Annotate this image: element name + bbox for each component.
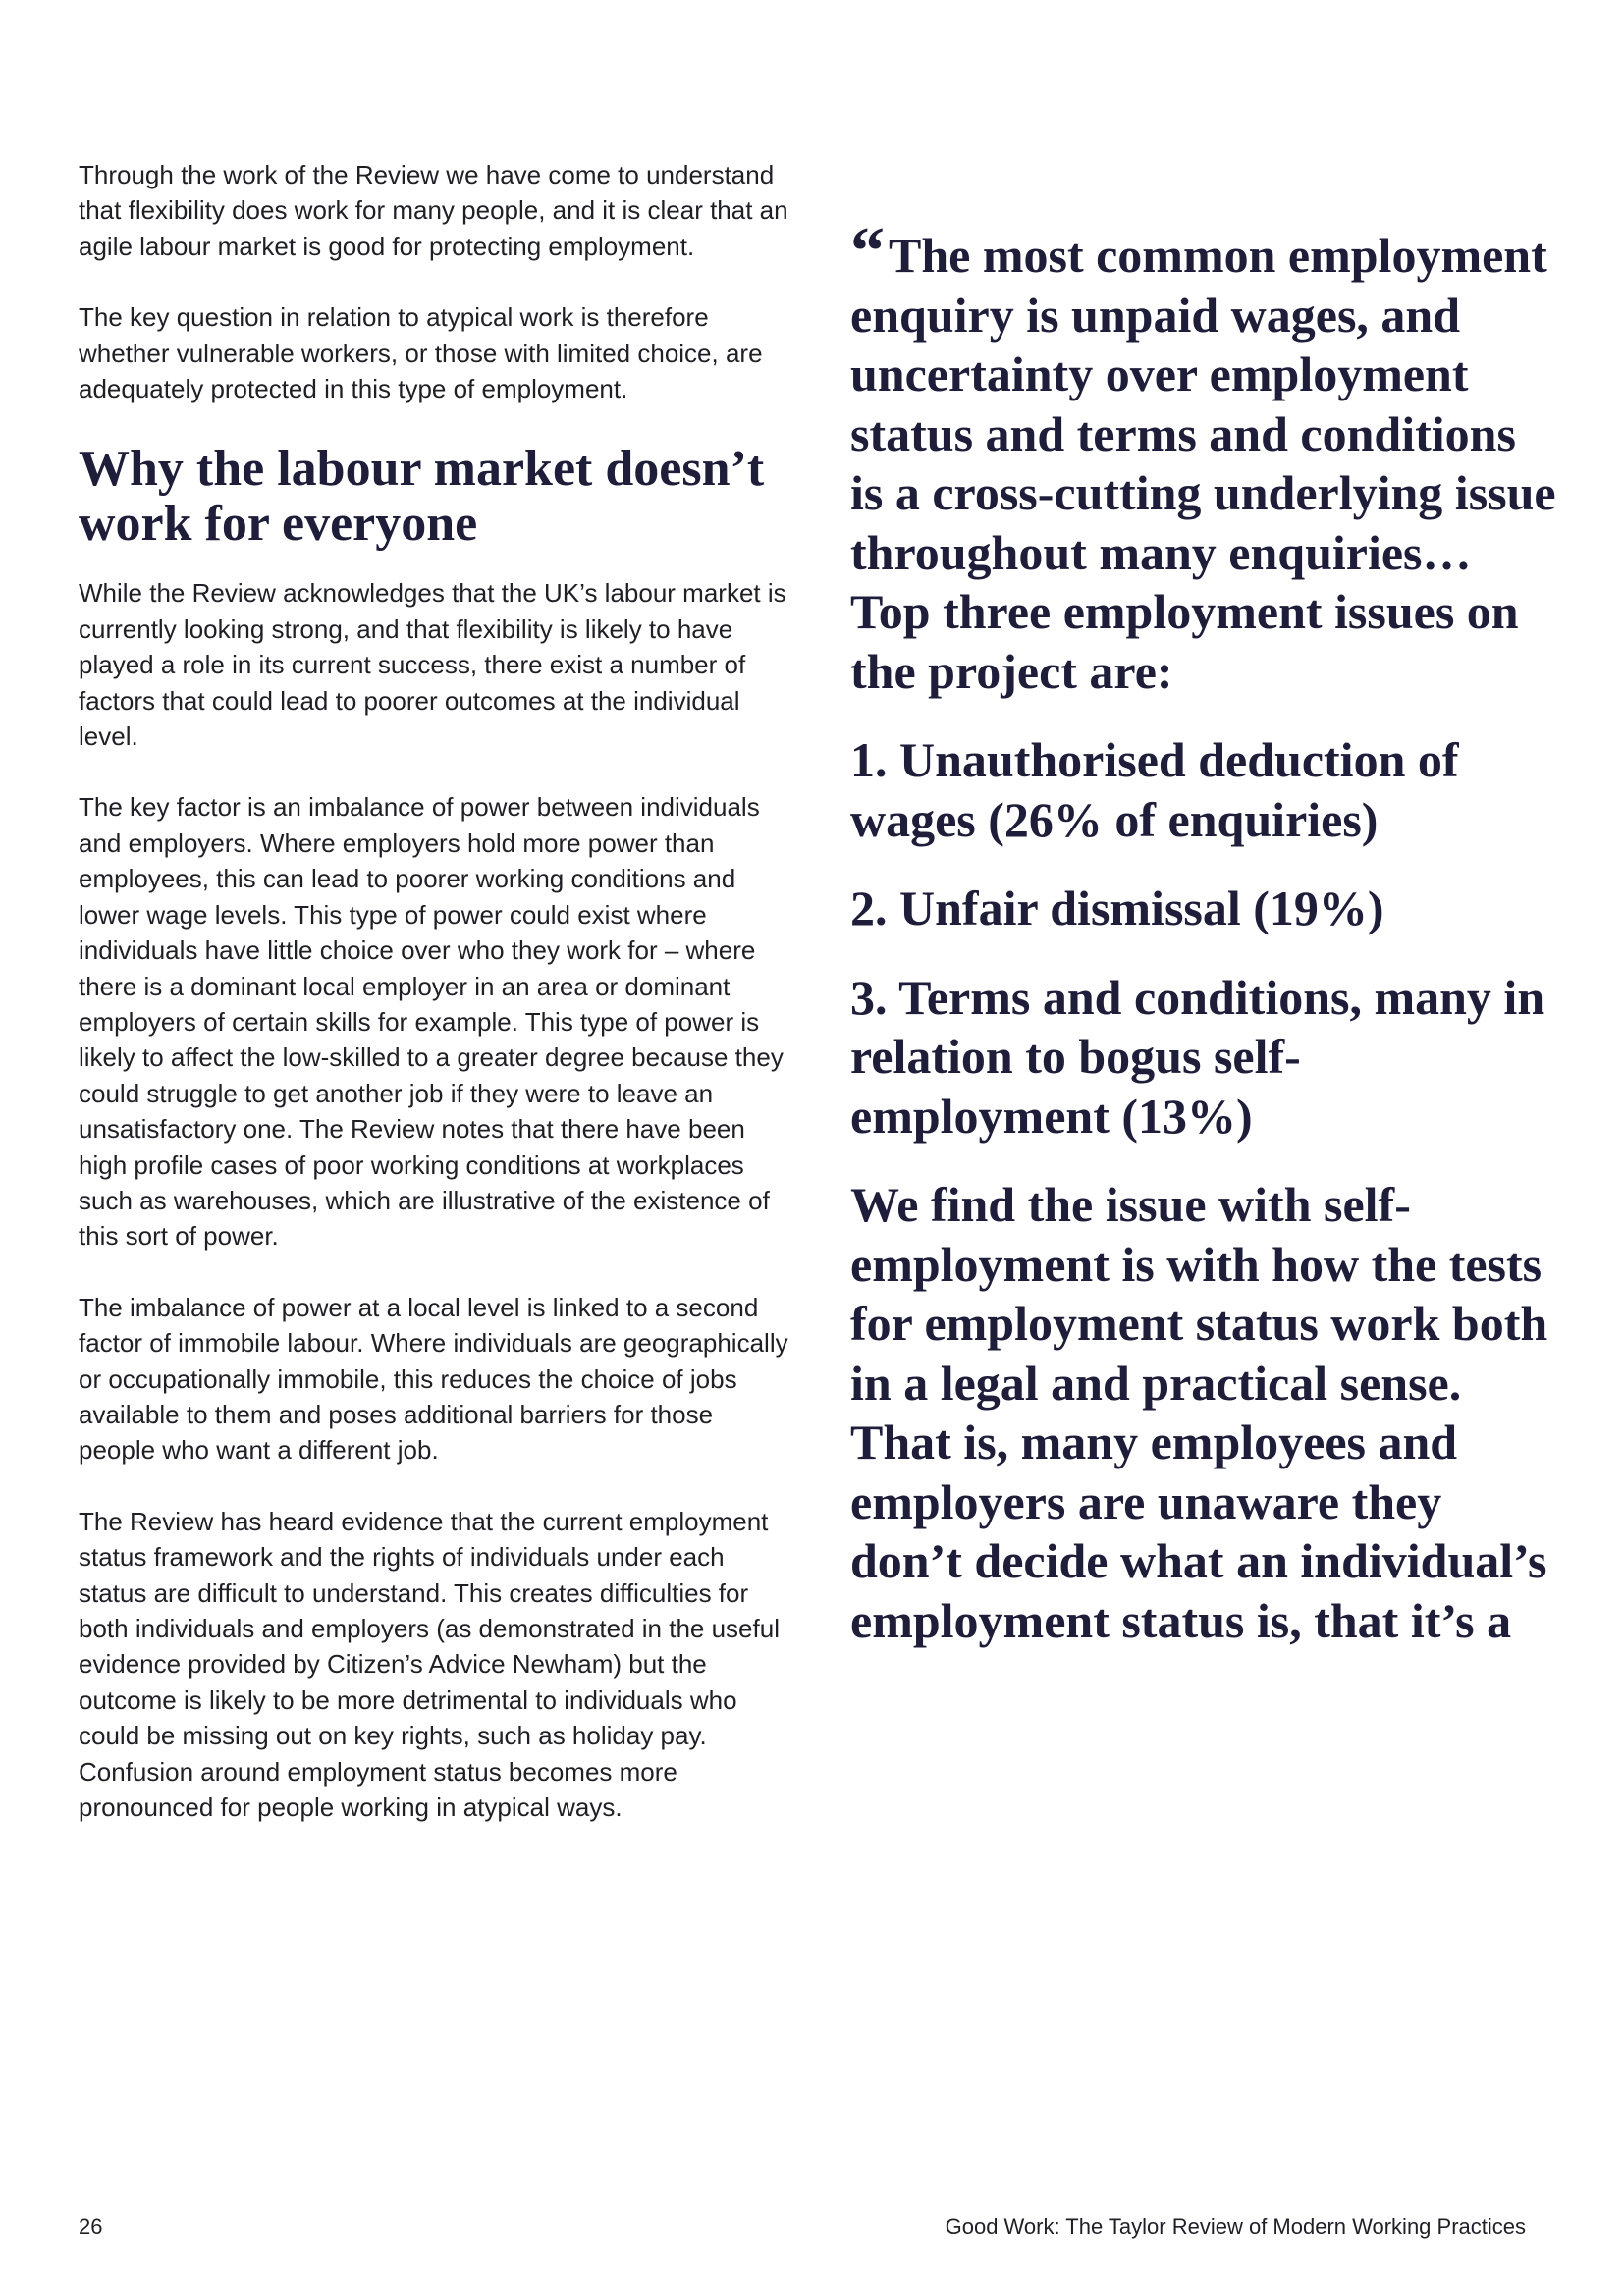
quote-item-3: 3. Terms and conditions, many in relation to bogus self-employment (13%) bbox=[850, 969, 1545, 1144]
body-paragraph-2: The key factor is an imbalance of power between individuals and employers. Where employers hold more power than employees, this can lead to poorer working conditions and lower wage levels. This type of power could exist where individuals have little choice over who they work for – where there is a dominant local employer in an area or dominant employers of certain skills for example. This type of power is likely to affect the low-skilled to a greater degree because they could struggle to get another job if they were to leave an unsatisfactory one. The Review notes that there have been high profile cases of poor working conditions at workplaces such as warehouses, which are illustrative of the existence of this sort of power. bbox=[79, 792, 784, 1252]
footer-title: Good Work: The Taylor Review of Modern Working Practices bbox=[945, 2215, 1526, 2239]
page-number: 26 bbox=[79, 2215, 103, 2239]
body-paragraph-4: The Review has heard evidence that the current employment status framework and the rights of individuals under each status are difficult to understand. This creates difficulties for both individuals and employers (as demonstrated in the useful evidence provided by Citizen’s Advice Newham) but the outcome is likely to be more detrimental to individuals who could be missing out on key rights, such as holiday pay. Confusion around employment status becomes more pronounced for people working in atypical ways. bbox=[79, 1506, 780, 1823]
intro-paragraph-1: Through the work of the Review we have come to understand that flexibility does work for many people, and it is clear that an agile labour market is good for protecting employment. bbox=[79, 160, 788, 261]
quote-item-2: 2. Unfair dismissal (19%) bbox=[850, 881, 1384, 935]
quote-closing: We find the issue with self-employment is with how the tests for employment status work both in a legal and practical sense. That is, many employees and employers are unaware they don’t decide what an individual’s employment status is, that it’s a bbox=[850, 1177, 1548, 1648]
intro-paragraph-2: The key question in relation to atypical work is therefore whether vulnerable workers, or those with limited choice, are adequately protected in this type of employment. bbox=[79, 302, 763, 404]
body-paragraph-3: The imbalance of power at a local level is linked to a second factor of immobile labour. Where individuals are geographically or occupationally immobile, this reduces the choice of jobs available to them and poses additional barriers for those people who want a different job. bbox=[79, 1292, 788, 1466]
open-quote-icon: “ bbox=[850, 214, 885, 290]
left-column bbox=[79, 157, 795, 1860]
body-paragraph-1: While the Review acknowledges that the UK’s labour market is currently looking strong, and that flexibility is likely to have played a role in its current success, there exist a number of factors that could lead to poorer outcomes at the individual level. bbox=[79, 578, 786, 752]
section-heading: Why the labour market doesn’t work for everyone bbox=[79, 441, 765, 553]
quote-lead-paragraph bbox=[850, 214, 1557, 701]
quote-lead-text: The most common employment enquiry is unpaid wages, and uncertainty over employment status and terms and conditions is a cross-cutting underlying issue throughout many enquiries… Top three employment issues on the project are: bbox=[850, 228, 1556, 699]
quote-item-1: 1. Unauthorised deduction of wages (26% of enquiries) bbox=[850, 732, 1459, 847]
pull-quote bbox=[850, 214, 1557, 1680]
